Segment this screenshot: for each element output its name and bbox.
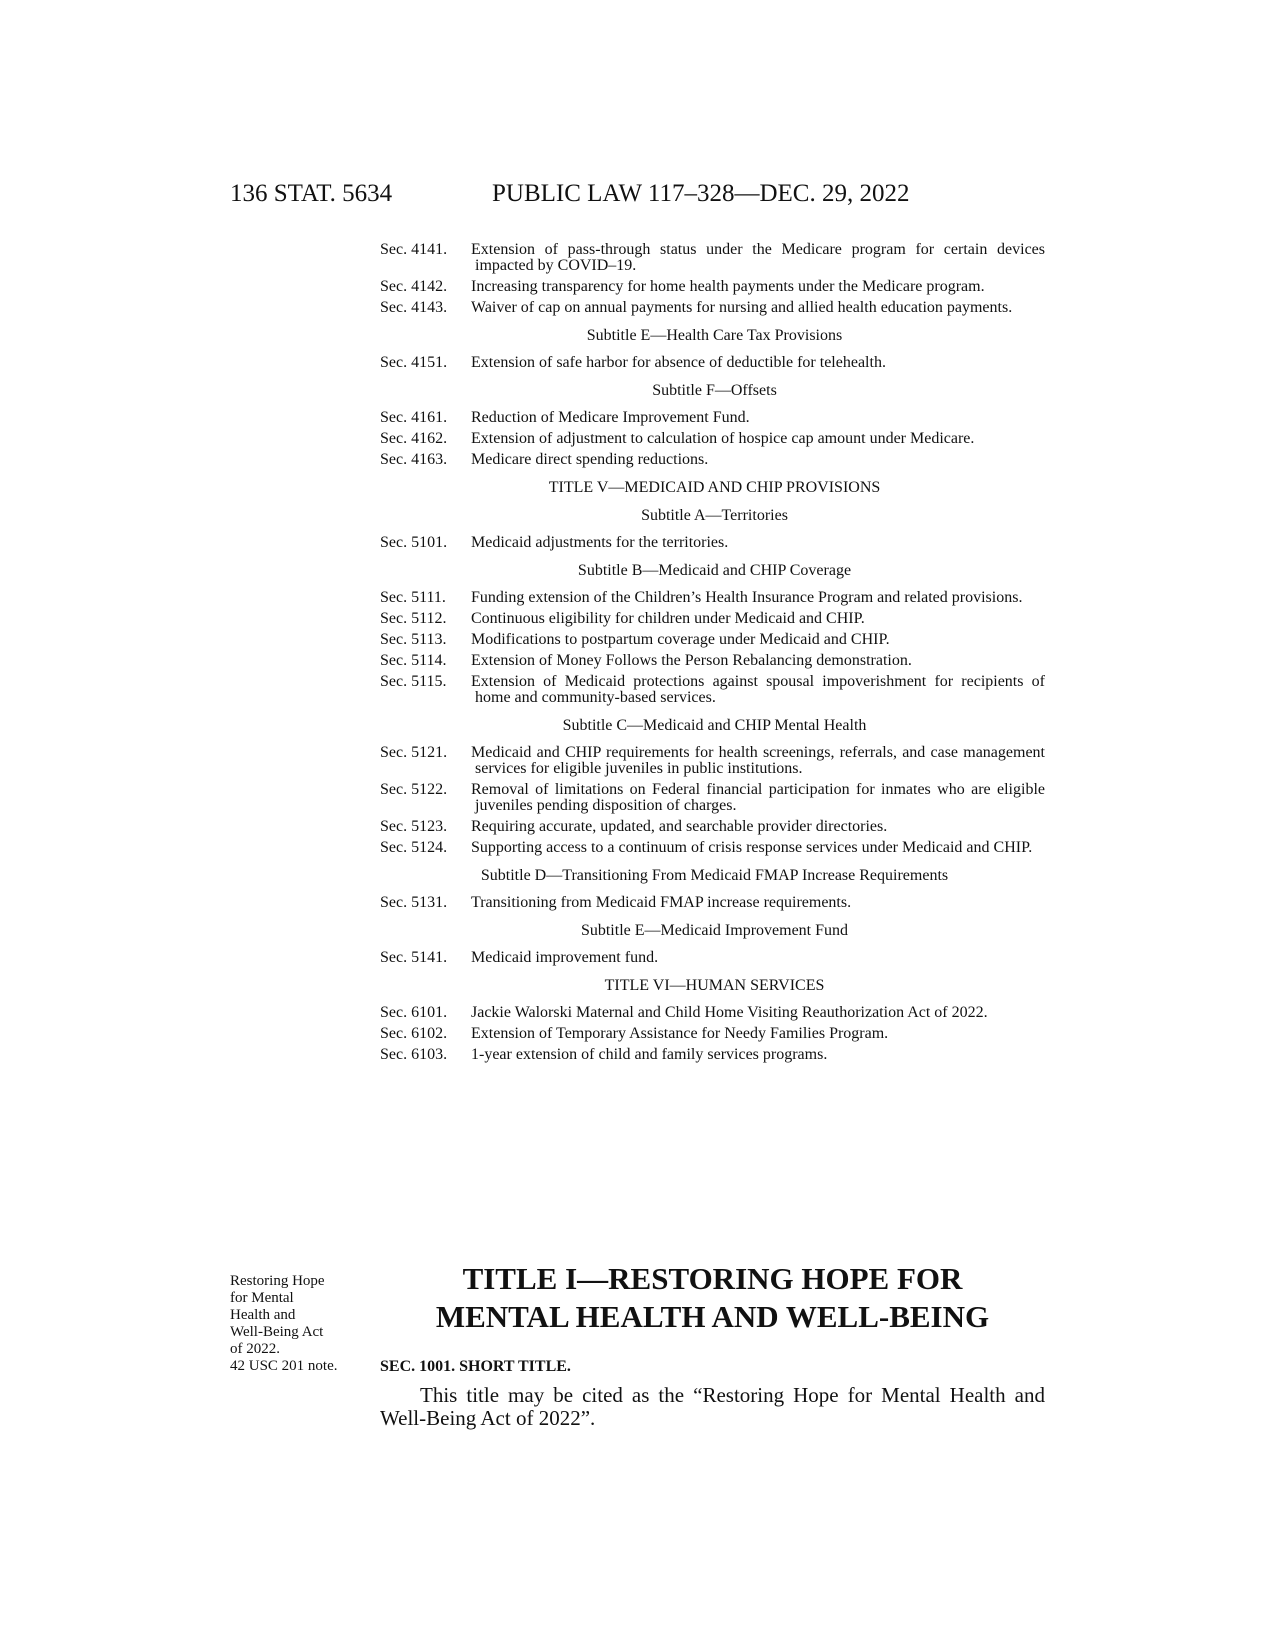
toc-subtitle-heading: Subtitle C—Medicaid and CHIP Mental Health: [562, 717, 867, 734]
toc-section-title: Continuous eligibility for children under Medicaid and CHIP.: [471, 610, 865, 627]
toc-subtitle-heading: Subtitle E—Health Care Tax Provisions: [586, 327, 843, 344]
toc-section-title: Extension of safe harbor for absence of deductible for telehealth.: [471, 354, 886, 371]
toc-entry: [380, 242, 1045, 274]
toc-section-title: Medicaid improvement fund.: [471, 949, 659, 966]
toc-subtitle-heading: TITLE V—MEDICAID AND CHIP PROVISIONS: [548, 479, 881, 496]
section-body-text: This title may be cited as the “Restoring Hope for Mental Health and Well-Being Act of 2022”.: [380, 1383, 1045, 1430]
toc-entry: [380, 632, 1045, 648]
toc-section-number: Sec. 4162.: [380, 430, 448, 447]
toc-entry: [380, 745, 1045, 777]
statute-page-number: 136 STAT. 5634: [230, 180, 393, 207]
section-heading: SEC. 1001. SHORT TITLE.: [380, 1358, 571, 1375]
toc-entry: [380, 611, 1045, 627]
toc-section-title: Reduction of Medicare Improvement Fund.: [471, 409, 750, 426]
toc-entry: [380, 300, 1045, 316]
toc-section-number: Sec. 5111.: [380, 589, 446, 606]
toc-section-number: Sec. 4142.: [380, 278, 448, 295]
toc-entry: [380, 1026, 1045, 1042]
toc-section-title: Funding extension of the Children’s Health Insurance Program and related provisions.: [471, 589, 1023, 606]
title-line-2: MENTAL HEALTH AND WELL-BEING: [435, 1299, 990, 1334]
toc-section-number: Sec. 4143.: [380, 299, 448, 316]
toc-entry: [380, 355, 1045, 371]
toc-subtitle-heading: Subtitle F—Offsets: [652, 382, 777, 399]
toc-entry: [380, 895, 1045, 911]
margin-note-line: 42 USC 201 note.: [230, 1358, 338, 1374]
toc-section-title: Increasing transparency for home health payments under the Medicare program.: [471, 278, 985, 295]
toc-entry: [380, 590, 1045, 606]
toc-section-number: Sec. 4141.: [380, 241, 448, 258]
toc-section-number: Sec. 6102.: [380, 1025, 448, 1042]
toc-section-number: Sec. 5115.: [380, 673, 447, 690]
toc-section-title: Jackie Walorski Maternal and Child Home Visiting Reauthorization Act of 2022.: [471, 1004, 988, 1021]
toc-section-number: Sec. 5122.: [380, 781, 448, 798]
title-line-1: TITLE I—RESTORING HOPE FOR: [462, 1261, 963, 1296]
toc-subtitle-heading: Subtitle B—Medicaid and CHIP Coverage: [577, 562, 852, 579]
toc-entry: [380, 782, 1045, 814]
toc-entry: [380, 1005, 1045, 1021]
toc-section-number: Sec. 5131.: [380, 894, 448, 911]
toc-entry: [380, 950, 1045, 966]
margin-note-line: Restoring Hope: [230, 1273, 325, 1289]
margin-note-line: of 2022.: [230, 1341, 280, 1357]
toc-entry: [380, 431, 1045, 447]
toc-section-number: Sec. 5101.: [380, 534, 448, 551]
public-law-citation: PUBLIC LAW 117–328—DEC. 29, 2022: [492, 180, 910, 207]
toc-entry: [380, 840, 1045, 856]
toc-entry: [380, 674, 1045, 706]
toc-section-title: Medicare direct spending reductions.: [471, 451, 709, 468]
toc-subtitle-heading: Subtitle E—Medicaid Improvement Fund: [580, 922, 849, 939]
margin-note-line: Health and: [230, 1307, 296, 1323]
toc-section-title: Extension of adjustment to calculation of hospice cap amount under Medicare.: [471, 430, 975, 447]
toc-section-title: Extension of Medicaid protections against spousal impoverishment for recipients of home and community-based services.: [471, 673, 1045, 706]
toc-section-number: Sec. 5112.: [380, 610, 447, 627]
toc-entry: [380, 279, 1045, 295]
toc-section-number: Sec. 6103.: [380, 1046, 448, 1063]
margin-note-line: for Mental: [230, 1290, 294, 1306]
toc-section-title: Medicaid adjustments for the territories.: [471, 534, 729, 551]
toc-section-number: Sec. 5124.: [380, 839, 448, 856]
running-header: [230, 180, 930, 212]
toc-section-number: Sec. 5114.: [380, 652, 447, 669]
toc-section-title: Medicaid and CHIP requirements for health screenings, referrals, and case management services for eligible juveniles in public institutions.: [471, 744, 1045, 777]
toc-section-title: 1-year extension of child and family services programs.: [471, 1046, 828, 1063]
toc-subtitle-heading: Subtitle D—Transitioning From Medicaid FMAP Increase Requirements: [480, 867, 949, 884]
toc-subtitle-heading: Subtitle A—Territories: [641, 507, 788, 524]
toc-section-title: Waiver of cap on annual payments for nursing and allied health education payments.: [471, 299, 1013, 316]
toc-section-number: Sec. 5113.: [380, 631, 447, 648]
toc-section-number: Sec. 4163.: [380, 451, 448, 468]
toc-section-title: Modifications to postpartum coverage under Medicaid and CHIP.: [471, 631, 890, 648]
toc-section-title: Supporting access to a continuum of crisis response services under Medicaid and CHIP.: [471, 839, 1033, 856]
toc-entry: [380, 653, 1045, 669]
toc-entry: [380, 410, 1045, 426]
toc-section-number: Sec. 6101.: [380, 1004, 448, 1021]
toc-section-title: Requiring accurate, updated, and searchable provider directories.: [471, 818, 888, 835]
toc-subtitle-heading: TITLE VI—HUMAN SERVICES: [604, 977, 825, 994]
toc-section-number: Sec. 5123.: [380, 818, 448, 835]
title-heading: [380, 1260, 1045, 1336]
table-of-contents: [380, 242, 1045, 1068]
toc-section-title: Transitioning from Medicaid FMAP increase requirements.: [471, 894, 852, 911]
margin-note-line: Well-Being Act: [230, 1324, 324, 1340]
toc-entry: [380, 819, 1045, 835]
toc-section-number: Sec. 4161.: [380, 409, 448, 426]
toc-entry: [380, 1047, 1045, 1063]
toc-section-number: Sec. 4151.: [380, 354, 448, 371]
toc-entry: [380, 535, 1045, 551]
toc-entry: [380, 452, 1045, 468]
toc-section-title: Extension of pass-through status under the Medicare program for certain devices impacted by COVID–19.: [471, 241, 1045, 274]
toc-section-number: Sec. 5141.: [380, 949, 448, 966]
toc-section-number: Sec. 5121.: [380, 744, 448, 761]
margin-note: [230, 1273, 360, 1375]
toc-section-title: Extension of Money Follows the Person Rebalancing demonstration.: [471, 652, 912, 669]
toc-section-title: Extension of Temporary Assistance for Needy Families Program.: [471, 1025, 889, 1042]
toc-section-title: Removal of limitations on Federal financial participation for inmates who are eligible juveniles pending disposition of charges.: [471, 781, 1045, 814]
